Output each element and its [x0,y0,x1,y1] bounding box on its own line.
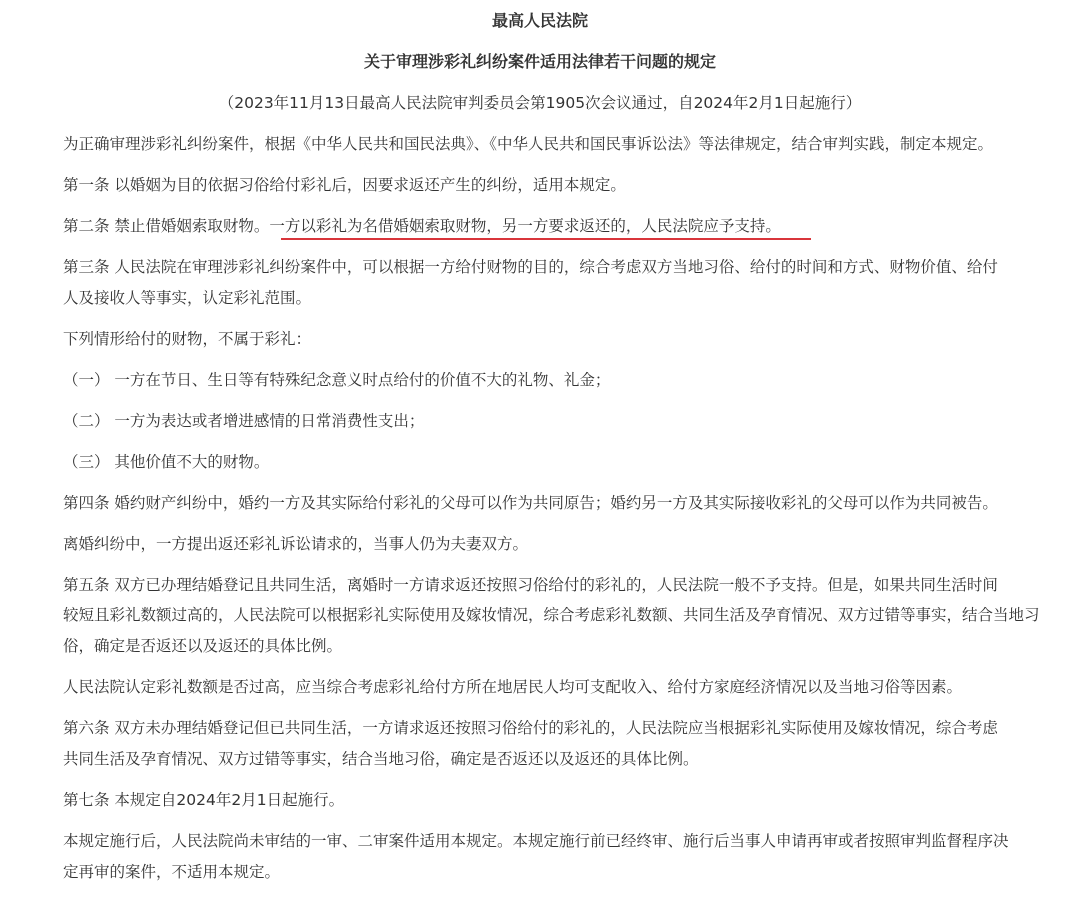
preamble: 为正确审理涉彩礼纠纷案件，根据《中华人民共和国民法典》、《中华人民共和国民事诉讼法》等法律规定，结合审判实践，制定本规定。 [63,135,994,153]
article-5-line-2: 较短且彩礼数额过高的，人民法院可以根据彩礼实际使用及嫁妆情况，综合考虑彩礼数额、共同生活及孕育情况、双方过错等事实，结合当地习 [63,606,1040,624]
article-1: 第一条 以婚姻为目的依据习俗给付彩礼后，因要求返还产生的纠纷，适用本规定。 [63,176,626,194]
highlight-underline [281,238,811,240]
court-heading: 最高人民法院 [491,11,588,30]
article-6-line-2: 共同生活及孕育情况、双方过错等事实，结合当地习俗，确定是否返还以及返还的具体比例。 [63,750,699,768]
article-5-paragraph-2: 人民法院认定彩礼数额是否过高，应当综合考虑彩礼给付方所在地居民人均可支配收入、给付方家庭经济情况以及当地习俗等因素。 [63,678,963,696]
article-7-paragraph-2-line-1: 本规定施行后，人民法院尚未审结的一审、二审案件适用本规定。本规定施行前已经终审、施行后当事人申请再审或者按照审判监督程序决 [63,832,1009,850]
article-3-line-1: 第三条 人民法院在审理涉彩礼纠纷案件中，可以根据一方给付财物的目的，综合考虑双方当地习俗、给付的时间和方式、财物价值、给付 [63,258,998,276]
article-5-line-3: 俗，确定是否返还以及返还的具体比例。 [63,637,343,655]
article-4-paragraph-2: 离婚纠纷中，一方提出返还彩礼诉讼请求的，当事人仍为夫妻双方。 [63,535,529,553]
article-7-paragraph-2-line-2: 定再审的案件，不适用本规定。 [63,863,281,881]
article-7: 第七条 本规定自2024年2月1日起施行。 [63,791,345,809]
article-2: 第二条 禁止借婚姻索取财物。一方以彩礼为名借婚姻索取财物，另一方要求返还的，人民法院应予支持。 [63,217,781,235]
article-6-line-1: 第六条 双方未办理结婚登记但已共同生活，一方请求返还按照习俗给付的彩礼的，人民法院应当根据彩礼实际使用及嫁妆情况，综合考虑 [63,719,998,737]
article-3-item-3: （三） 其他价值不大的财物。 [63,453,270,471]
document-title: 关于审理涉彩礼纠纷案件适用法律若干问题的规定 [363,52,716,71]
article-3-item-1: （一） 一方在节日、生日等有特殊纪念意义时点给付的价值不大的礼物、礼金； [63,371,611,389]
article-4: 第四条 婚约财产纠纷中，婚约一方及其实际给付彩礼的父母可以作为共同原告；婚约另一方及其实际接收彩礼的父母可以作为共同被告。 [63,494,998,512]
article-5-line-1: 第五条 双方已办理结婚登记且共同生活，离婚时一方请求返还按照习俗给付的彩礼的，人民法院一般不予支持。但是，如果共同生活时间 [63,576,998,594]
article-3-line-2: 人及接收人等事实，认定彩礼范围。 [63,289,312,307]
article-3-list-intro: 下列情形给付的财物，不属于彩礼： [63,330,312,348]
article-3-item-2: （二） 一方为表达或者增进感情的日常消费性支出； [63,412,425,430]
adoption-note: （2023年11月13日最高人民法院审判委员会第1905次会议通过，自2024年2月1日起施行） [218,94,862,112]
